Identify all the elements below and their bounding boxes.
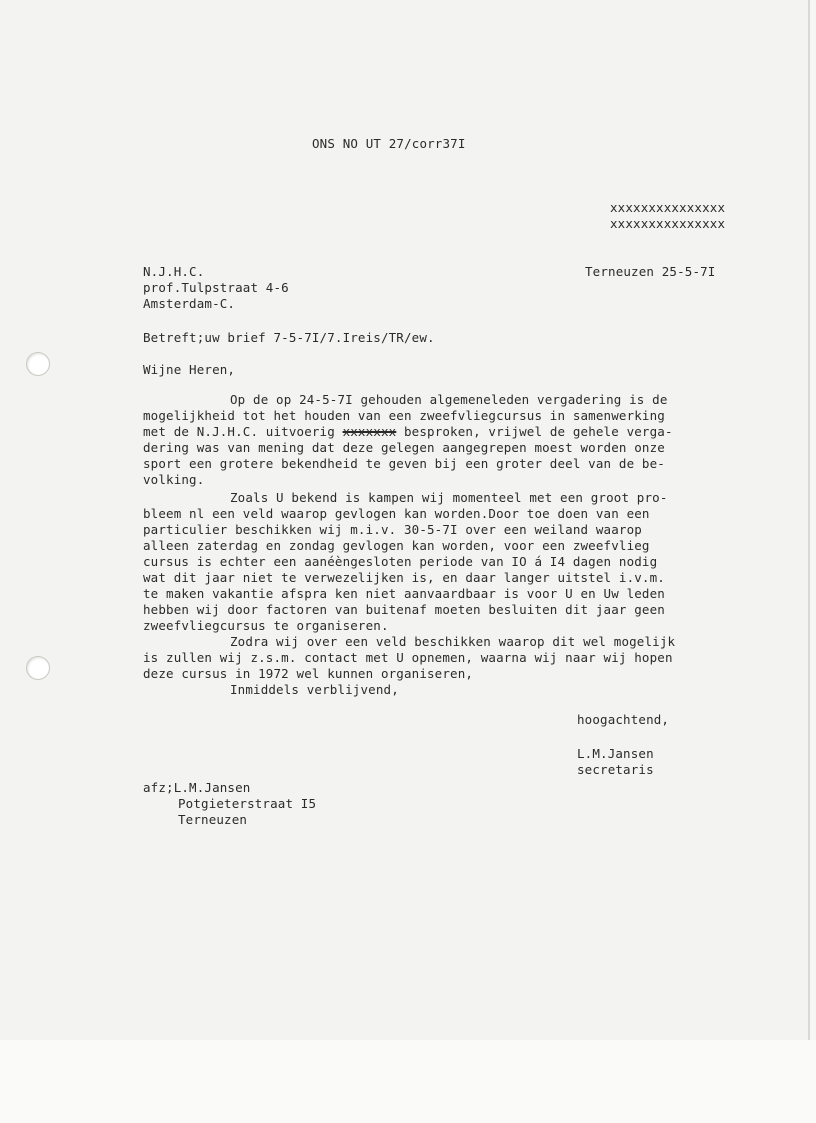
body-line: volking.: [143, 472, 205, 487]
body-line: mogelijkheid tot het houden van een zweefvliegcursus in samenwerking: [143, 408, 665, 423]
body-line: sport een grotere bekendheid te geven bij een groter deel van de be-: [143, 456, 665, 471]
body-line: zweefvliegcursus te organiseren.: [143, 618, 389, 633]
body-line: dering was van mening dat deze gelegen aangegrepen moest worden onze: [143, 440, 665, 455]
body-line: alleen zaterdag en zondag gevlogen kan worden, voor een zweefvlieg: [143, 538, 650, 553]
body-line: hebben wij door factoren van buitenaf moeten besluiten dit jaar geen: [143, 602, 665, 617]
body-line: particulier beschikken wij m.i.v. 30-5-7I over een weiland waarop: [143, 522, 642, 537]
reference-code: ONS NO UT 27/corr37I: [312, 136, 466, 151]
signer-title: secretaris: [577, 762, 654, 777]
salutation: Wijne Heren,: [143, 362, 236, 377]
recipient-street: prof.Tulpstraat 4-6: [143, 280, 289, 295]
punch-hole-top: [26, 352, 50, 376]
recipient-name: N.J.H.C.: [143, 264, 205, 279]
body-line: deze cursus in 1972 wel kunnen organiseren,: [143, 666, 474, 681]
body-line: Zodra wij over een veld beschikken waarop dit wel mogelijk: [230, 634, 676, 649]
punch-hole-bottom: [26, 656, 50, 680]
body-line: te maken vakantie afspra ken niet aanvaardbaar is voor U en Uw leden: [143, 586, 665, 601]
scan-margin: [0, 1040, 816, 1123]
body-line: Zoals U bekend is kampen wij momenteel met een groot pro-: [230, 490, 668, 505]
body-line: Inmiddels verblijvend,: [230, 682, 399, 697]
body-line: cursus is echter een aanéèngesloten periode van IO á I4 dagen nodig: [143, 554, 658, 569]
body-line: met de N.J.H.C. uitvoerig xxxxxxx besproken, vrijwel de gehele verga-: [143, 424, 673, 439]
sender-name: afz;L.M.Jansen: [143, 780, 251, 795]
body-line: bleem nl een veld waarop gevlogen kan worden.Door toe doen van een: [143, 506, 650, 521]
erased-line-1: xxxxxxxxxxxxxxx: [610, 200, 726, 215]
body-line: is zullen wij z.s.m. contact met U opnemen, waarna wij naar wij hopen: [143, 650, 673, 665]
place-date: Terneuzen 25-5-7I: [585, 264, 716, 279]
recipient-city: Amsterdam-C.: [143, 296, 236, 311]
body-line: wat dit jaar niet te verwezelijken is, en daar langer uitstel i.v.m.: [143, 570, 665, 585]
body-line: Op de op 24-5-7I gehouden algemeneleden vergadering is de: [230, 392, 668, 407]
erased-line-2: xxxxxxxxxxxxxxx: [610, 216, 726, 231]
struck-out-word: xxxxxxx: [342, 424, 397, 439]
subject-line: Betreft;uw brief 7-5-7I/7.Ireis/TR/ew.: [143, 330, 435, 345]
signer-name: L.M.Jansen: [577, 746, 654, 761]
sender-street: Potgieterstraat I5: [178, 796, 317, 811]
closing: hoogachtend,: [577, 712, 670, 727]
sender-city: Terneuzen: [178, 812, 248, 827]
